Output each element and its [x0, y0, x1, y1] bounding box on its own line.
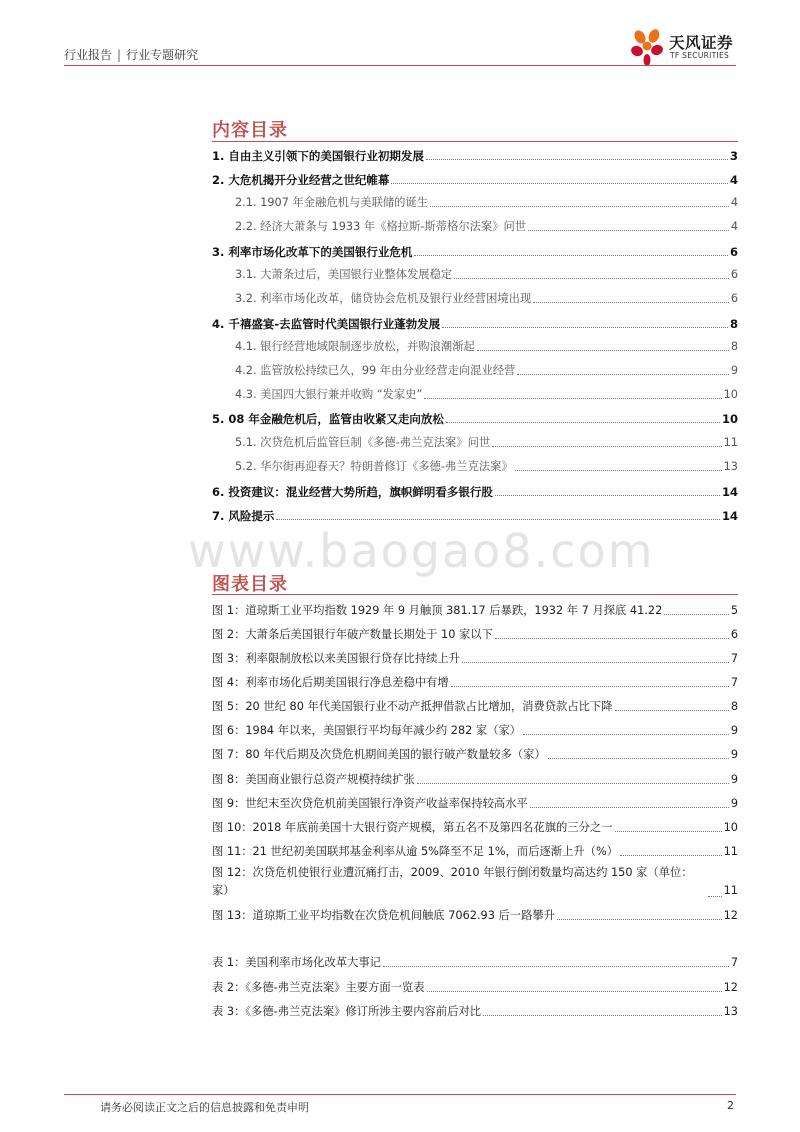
table-entry-page: 7: [730, 956, 738, 969]
toc-entry[interactable]: [235, 382, 738, 402]
company-logo: [628, 27, 738, 67]
figure-entry[interactable]: [212, 767, 738, 787]
figure-entry-page: 8: [730, 700, 738, 713]
table-entry-page: 12: [723, 981, 738, 994]
subcategory-label: 行业专题研究: [126, 48, 199, 62]
figure-entry-label: 图 12：次贷危机使银行业遭沉痛打击，2009、2010 年银行倒闭数量均高达约 150 家（单位：家）: [212, 866, 693, 897]
table-entry-label: 表 3：《多德-弗兰克法案》修订所涉主要内容前后对比: [212, 1005, 482, 1018]
figure-entry-label: 图 8：美国商业银行总资产规模持续扩张: [212, 773, 415, 786]
toc-entry-label: 3.1. 大萧条过后，美国银行业整体发展稳定: [235, 268, 453, 281]
table-entry[interactable]: [212, 975, 738, 995]
figure-entry-label: 图 7：80 年代后期及次贷危机期间美国的银行破产数量较多（家）: [212, 748, 546, 761]
table-entry-page: 13: [723, 1005, 738, 1018]
figure-entry[interactable]: [212, 791, 738, 811]
figure-entry[interactable]: [212, 903, 738, 923]
toc-entry-page: 14: [721, 509, 738, 523]
figure-entry-page: 9: [730, 724, 738, 737]
toc-title-rule: [212, 141, 738, 142]
footer-disclaimer: 请务必阅读正文之后的信息披露和免责申明: [100, 1101, 309, 1114]
category-separator: |: [117, 48, 122, 62]
toc-entry[interactable]: [235, 214, 738, 234]
figures-title: 图表目录: [212, 574, 288, 595]
toc-entry-label: 3. 利率市场化改革下的美国银行业危机: [212, 245, 413, 259]
toc-entry-page: 4: [729, 173, 738, 187]
figure-entry[interactable]: [212, 718, 738, 738]
toc-entry-page: 9: [730, 364, 738, 377]
toc-entry-label: 7. 风险提示: [212, 509, 275, 523]
report-category: [64, 46, 198, 63]
figure-entry-page: 9: [730, 773, 738, 786]
figure-entry-label: 图 1：道琼斯工业平均指数 1929 年 9 月触顶 381.17 后暴跌，1932 年 7 月探底 41.22: [212, 604, 663, 617]
toc-entry-label: 6. 投资建议：混业经营大势所趋，旗帜鲜明看多银行股: [212, 485, 493, 499]
figure-entry-label: 图 9：世纪末至次贷危机前美国银行净资产收益率保持较高水平: [212, 797, 528, 810]
toc-entry-page: 10: [723, 388, 738, 401]
header-divider: [64, 65, 736, 66]
figure-entry[interactable]: [212, 815, 738, 835]
tf-logo-icon: [628, 27, 668, 67]
toc-entry-label: 4.3. 美国四大银行兼并收购 “发家史”: [235, 388, 423, 401]
watermark: www.baogao8.com: [188, 524, 655, 578]
figure-entry-page: 12: [723, 909, 738, 922]
toc-entry-page: 4: [730, 196, 738, 209]
toc-entry[interactable]: [212, 503, 738, 523]
toc-entry[interactable]: [212, 239, 738, 259]
toc-entry-label: 5.1. 次贷危机后监管巨制《多德-弗兰克法案》问世: [235, 436, 491, 449]
toc-entry-label: 4.2. 监管放松持续已久，99 年由分业经营走向混业经营: [235, 364, 516, 377]
toc-entry-label: 5. 08 年金融危机后，监管由收紧又走向放松: [212, 412, 444, 426]
figure-entry-page: 6: [730, 628, 738, 641]
toc-entry-page: 6: [730, 268, 738, 281]
toc-entry-page: 8: [729, 317, 738, 331]
toc-entry-label: 2.2. 经济大萧条与 1933 年《格拉斯-斯蒂格尔法案》问世: [235, 220, 527, 233]
toc-entry[interactable]: [235, 334, 738, 354]
figure-entry[interactable]: [212, 864, 738, 900]
toc-entry-label: 4. 千禧盛宴-去监管时代美国银行业蓬勃发展: [212, 317, 441, 331]
toc-entry-label: 5.2. 华尔街再迎春天？特朗普修订《多德-弗兰克法案》: [235, 460, 513, 473]
toc-entry[interactable]: [212, 167, 738, 187]
footer-divider: [64, 1094, 736, 1095]
figure-entry[interactable]: [212, 670, 738, 690]
toc-entry-label: 4.1. 银行经营地域限制逐步放松，并购浪潮渐起: [235, 340, 475, 353]
figure-entry-page: 7: [730, 676, 738, 689]
toc-title: 内容目录: [212, 120, 288, 141]
figure-entry-label: 图 11：21 世纪初美国联邦基金利率从逾 5%降至不足 1%，而后逐渐上升（%）: [212, 845, 619, 858]
table-entry-label: 表 2：《多德-弗兰克法案》主要方面一览表: [212, 981, 425, 994]
toc-entry-page: 6: [729, 245, 738, 259]
figure-entry-label: 图 10：2018 年底前美国十大银行资产规模，第五名不及第四名花旗的三分之一: [212, 821, 613, 834]
figure-entry-label: 图 6：1984 年以来，美国银行平均每年减少约 282 家（家）: [212, 724, 522, 737]
figure-entry[interactable]: [212, 694, 738, 714]
figure-entry-page: 11: [723, 845, 738, 858]
toc-entry-page: 13: [723, 460, 738, 473]
figure-entry-label: 图 3：利率限制放松以来美国银行贷存比持续上升: [212, 652, 461, 665]
figure-entry-page: 10: [723, 821, 738, 834]
figure-entry-label: 图 13：道琼斯工业平均指数在次贷危机间触底 7062.93 后一路攀升: [212, 909, 555, 922]
figure-entry[interactable]: [212, 839, 738, 859]
toc-entry[interactable]: [235, 358, 738, 378]
toc-entry[interactable]: [212, 143, 738, 163]
toc-entry-label: 1. 自由主义引领下的美国银行业初期发展: [212, 149, 424, 163]
figure-entry[interactable]: [212, 622, 738, 642]
toc-entry-page: 8: [730, 340, 738, 353]
figure-entry[interactable]: [212, 598, 738, 618]
toc-entry[interactable]: [235, 286, 738, 306]
figures-title-rule: [212, 594, 738, 595]
figure-entry-page: 9: [730, 797, 738, 810]
logo-english: TF SECURITIES: [670, 51, 730, 60]
figure-entry-label: 图 5：20 世纪 80 年代美国银行业不动产抵押借款占比增加，消费贷款占比下降: [212, 700, 613, 713]
toc-entry[interactable]: [235, 190, 738, 210]
toc-entry-label: 2.1. 1907 年金融危机与美联储的诞生: [235, 196, 429, 209]
toc-entry[interactable]: [212, 406, 738, 426]
toc-entry-page: 6: [730, 292, 738, 305]
toc-entry[interactable]: [212, 479, 738, 499]
page-number: 2: [727, 1099, 734, 1112]
category-label: 行业报告: [64, 48, 113, 62]
toc-entry[interactable]: [212, 311, 738, 331]
figure-entry[interactable]: [212, 742, 738, 762]
figure-entry-page: 11: [723, 884, 738, 897]
table-entry-label: 表 1：美国利率市场化改革大事记: [212, 956, 381, 969]
table-entry[interactable]: [212, 950, 738, 970]
figure-entry-page: 7: [730, 652, 738, 665]
figure-entry-page: 5: [730, 604, 738, 617]
toc-entry-page: 14: [721, 485, 738, 499]
toc-entry-page: 11: [723, 436, 738, 449]
figure-entry-label: 图 4：利率市场化后期美国银行净息差稳中有增: [212, 676, 449, 689]
table-entry[interactable]: [212, 999, 738, 1019]
toc-entry-page: 10: [721, 412, 738, 426]
toc-entry-page: 3: [729, 149, 738, 163]
figure-entry-label: 图 2：大萧条后美国银行年破产数量长期处于 10 家以下: [212, 628, 493, 641]
figure-entry[interactable]: [212, 646, 738, 666]
toc-entry-label: 3.2. 利率市场化改革，储贷协会危机及银行业经营困境出现: [235, 292, 532, 305]
figure-entry-page: 9: [730, 748, 738, 761]
toc-entry-page: 4: [730, 220, 738, 233]
toc-entry-label: 2. 大危机揭开分业经营之世纪帷幕: [212, 173, 390, 187]
toc-entry[interactable]: [235, 430, 738, 450]
logo-name: 天风证券: [669, 34, 734, 52]
toc-entry[interactable]: [235, 454, 738, 474]
toc-entry[interactable]: [235, 262, 738, 282]
